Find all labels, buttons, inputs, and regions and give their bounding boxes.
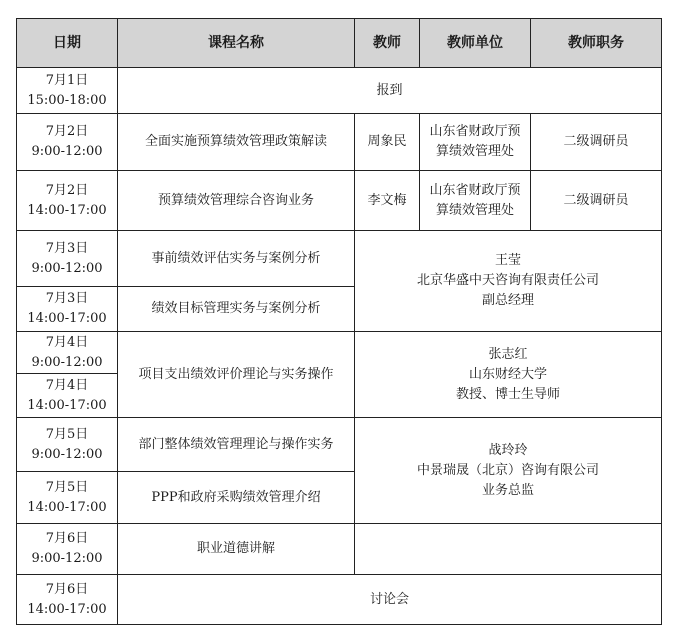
date-text: 7月4日	[45, 334, 89, 350]
position-cell: 二级调研员	[531, 114, 662, 171]
time-text: 14:00-17:00	[27, 499, 107, 515]
time-text: 14:00-17:00	[27, 601, 107, 617]
date-text: 7月2日	[45, 124, 89, 139]
time-text: 9:00-12:00	[31, 354, 103, 370]
date-text: 7月5日	[45, 479, 89, 495]
header-row	[17, 19, 662, 68]
header-date: 日期	[17, 19, 118, 68]
time-text: 15:00-18:00	[27, 92, 107, 108]
unit-text: 山东省财政厅预	[429, 182, 521, 198]
date-text: 7月4日	[45, 377, 89, 393]
header-teacher: 教师	[355, 19, 420, 68]
unit-cell	[420, 114, 531, 171]
date-cell	[17, 332, 118, 374]
table-row	[17, 575, 662, 625]
teacher-position: 业务总监	[481, 482, 534, 498]
teacher-position: 副总经理	[481, 293, 534, 308]
date-cell	[17, 68, 118, 114]
date-text: 7月6日	[45, 531, 89, 546]
teacher-name: 王莹	[494, 253, 521, 268]
teacher-position: 教授、博士生导师	[455, 386, 560, 402]
position-cell: 二级调研员	[531, 171, 662, 231]
unit-text: 算绩效管理处	[435, 202, 514, 218]
date-text: 7月3日	[45, 240, 89, 256]
date-cell	[17, 231, 118, 287]
date-cell	[17, 114, 118, 171]
table-row	[17, 418, 662, 472]
course-cell: 绩效目标管理实务与案例分析	[118, 287, 355, 332]
date-cell	[17, 575, 118, 625]
course-cell: PPP和政府采购绩效管理介绍	[118, 472, 355, 524]
teacher-cell: 周象民	[355, 114, 420, 171]
date-cell	[17, 287, 118, 332]
registration-cell: 报到	[118, 68, 662, 114]
course-cell: 事前绩效评估实务与案例分析	[118, 231, 355, 287]
unit-text: 算绩效管理处	[435, 144, 514, 159]
teacher-unit: 山东财经大学	[468, 366, 547, 382]
table-row	[17, 231, 662, 287]
time-text: 9:00-12:00	[31, 260, 103, 276]
teacher-unit: 中景瑞晟（北京）咨询有限公司	[416, 462, 599, 478]
header-unit: 教师单位	[420, 19, 531, 68]
time-text: 9:00-12:00	[31, 551, 103, 566]
date-cell	[17, 524, 118, 575]
unit-text: 山东省财政厅预	[429, 124, 521, 139]
header-position: 教师职务	[531, 19, 662, 68]
teacher-unit: 北京华盛中天咨询有限责任公司	[416, 273, 599, 288]
time-text: 14:00-17:00	[27, 311, 107, 326]
unit-cell	[420, 171, 531, 231]
table-row	[17, 524, 662, 575]
table-row	[17, 68, 662, 114]
teacher-name: 战玲玲	[488, 442, 528, 458]
date-text: 7月1日	[45, 72, 89, 88]
teacher-name: 张志红	[488, 346, 528, 362]
header-course: 课程名称	[118, 19, 355, 68]
time-text: 14:00-17:00	[27, 202, 107, 218]
table-row	[17, 332, 662, 374]
course-cell: 职业道德讲解	[118, 524, 355, 575]
date-cell	[17, 171, 118, 231]
empty-teacher-cell	[355, 524, 662, 575]
course-cell: 全面实施预算绩效管理政策解读	[118, 114, 355, 171]
time-text: 14:00-17:00	[27, 397, 107, 413]
date-cell	[17, 374, 118, 418]
time-text: 9:00-12:00	[31, 446, 103, 462]
date-text: 7月2日	[45, 182, 89, 198]
table-row	[17, 114, 662, 171]
date-text: 7月6日	[45, 581, 89, 597]
teacher-cell: 李文梅	[355, 171, 420, 231]
teacher-group-cell	[355, 231, 662, 332]
course-cell: 部门整体绩效管理理论与操作实务	[118, 418, 355, 472]
teacher-group-cell	[355, 418, 662, 524]
course-cell: 预算绩效管理综合咨询业务	[118, 171, 355, 231]
training-schedule-table	[16, 18, 662, 625]
date-cell	[17, 472, 118, 524]
table-row	[17, 171, 662, 231]
date-text: 7月3日	[45, 291, 89, 306]
discussion-cell: 讨论会	[118, 575, 662, 625]
course-cell: 项目支出绩效评价理论与实务操作	[118, 332, 355, 418]
date-cell	[17, 418, 118, 472]
time-text: 9:00-12:00	[31, 144, 103, 159]
date-text: 7月5日	[45, 426, 89, 442]
teacher-group-cell	[355, 332, 662, 418]
